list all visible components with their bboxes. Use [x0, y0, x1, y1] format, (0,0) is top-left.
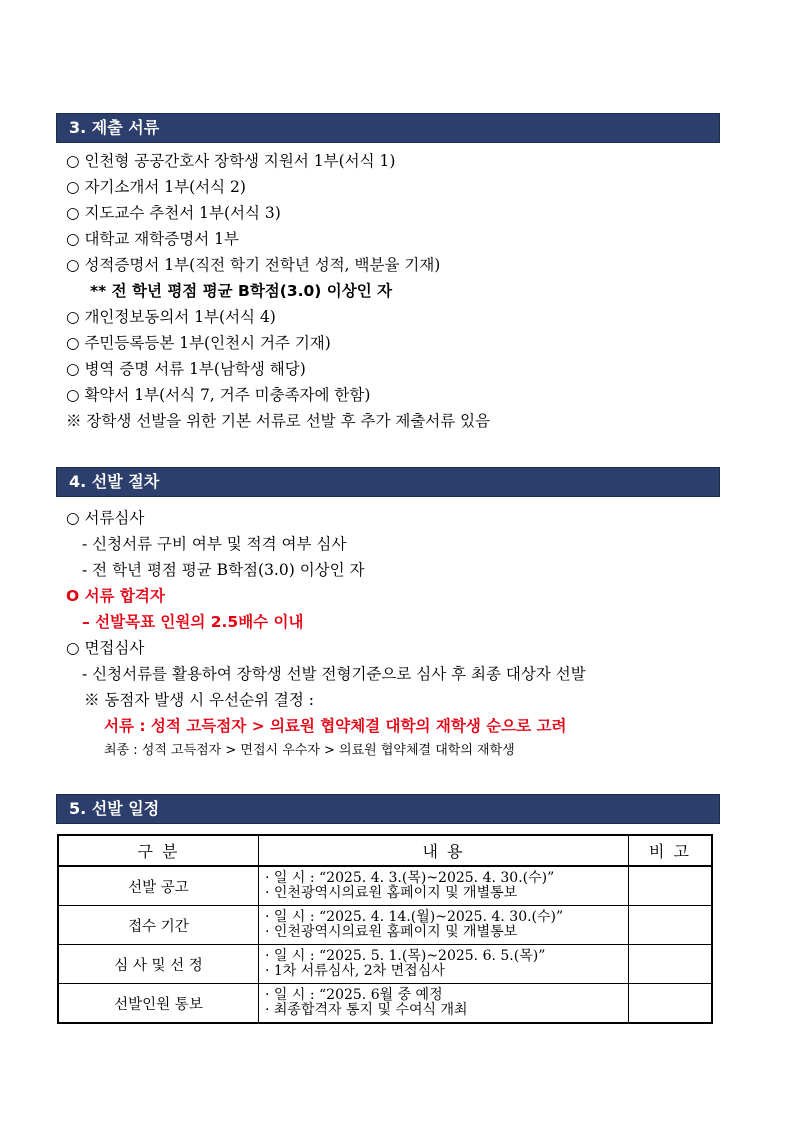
doc-remark: ※ 장학생 선발을 위한 기본 서류로 선발 후 추가 제출서류 있음: [66, 412, 491, 430]
row-content: [259, 945, 629, 984]
row-note: [629, 866, 713, 906]
row-content: [259, 906, 629, 945]
section-3-header: 3. 제출 서류: [56, 113, 720, 143]
table-row: [58, 866, 712, 906]
table-row: [58, 984, 712, 1024]
row-content: [259, 866, 629, 906]
row-line-2: · 인천광역시의료원 홈페이지 및 개별통보: [265, 885, 518, 901]
row-line-1: · 일 시 : “2025. 4. 14.(월)~2025. 4. 30.(수)”: [265, 909, 564, 925]
doc-item-7: ○ 주민등록등본 1부(인천시 거주 기재): [66, 334, 331, 352]
grade-requirement-note: ** 전 학년 평점 평균 B학점(3.0) 이상인 자: [90, 282, 393, 300]
header-content: 내 용: [259, 835, 629, 866]
row-category: 선발인원 통보: [58, 984, 259, 1024]
section-4-header: 4. 선발 절차: [56, 467, 720, 497]
header-note: 비 고: [629, 835, 713, 866]
row-line-2: · 최종합격자 통지 및 수여식 개최: [265, 1002, 468, 1018]
doc-item-2: ○ 자기소개서 1부(서식 2): [66, 178, 246, 196]
table-header-row: [58, 835, 712, 866]
doc-item-6: ○ 개인정보동의서 1부(서식 4): [66, 308, 276, 326]
interview-heading: ○ 면접심사: [66, 639, 145, 657]
doc-item-5: ○ 성적증명서 1부(직전 학기 전학년 성적, 백분율 기재): [66, 256, 441, 274]
schedule-table: [57, 834, 713, 1024]
row-line-1: · 일 시 : “2025. 5. 1.(목)~2025. 6. 5.(목)”: [265, 948, 546, 964]
doc-item-4: ○ 대학교 재학증명서 1부: [66, 230, 239, 248]
row-line-1: · 일 시 : “2025. 6월 중 예정: [265, 987, 443, 1003]
tie-break-doc: 서류 : 성적 고득점자 > 의료원 협약체결 대학의 재학생 순으로 고려: [104, 717, 567, 735]
row-line-1: · 일 시 : “2025. 4. 3.(목)~2025. 4. 30.(수)”: [265, 870, 555, 886]
doc-item-1: ○ 인천형 공공간호사 장학생 지원서 1부(서식 1): [66, 152, 396, 170]
doc-review-heading: ○ 서류심사: [66, 509, 145, 527]
tie-break-final: 최종 : 성적 고득점자 > 면접시 우수자 > 의료원 협약체결 대학의 재학생: [104, 743, 515, 758]
row-category: 심 사 및 선 정: [58, 945, 259, 984]
doc-pass-sub: – 선발목표 인원의 2.5배수 이내: [82, 613, 304, 631]
row-note: [629, 945, 713, 984]
table-row: [58, 945, 712, 984]
interview-sub: - 신청서류를 활용하여 장학생 선발 전형기준으로 심사 후 최종 대상자 선발: [82, 665, 586, 683]
tie-break-note: ※ 동점자 발생 시 우선순위 결정 :: [84, 691, 314, 709]
table-row: [58, 906, 712, 945]
doc-review-sub-1: - 신청서류 구비 여부 및 적격 여부 심사: [82, 535, 347, 553]
doc-item-3: ○ 지도교수 추천서 1부(서식 3): [66, 204, 281, 222]
header-category: 구 분: [58, 835, 259, 866]
doc-item-8: ○ 병역 증명 서류 1부(남학생 해당): [66, 360, 306, 378]
doc-pass-heading: O 서류 합격자: [66, 587, 165, 605]
row-note: [629, 984, 713, 1024]
doc-review-sub-2: - 전 학년 평점 평균 B학점(3.0) 이상인 자: [82, 561, 365, 579]
section-5-header: 5. 선발 일정: [56, 794, 720, 824]
row-line-2: · 1차 서류심사, 2차 면접심사: [265, 963, 445, 979]
row-category: 접수 기간: [58, 906, 259, 945]
row-content: [259, 984, 629, 1024]
row-note: [629, 906, 713, 945]
row-line-2: · 인천광역시의료원 홈페이지 및 개별통보: [265, 924, 518, 940]
doc-item-9: ○ 확약서 1부(서식 7, 거주 미충족자에 한함): [66, 386, 371, 404]
row-category: 선발 공고: [58, 866, 259, 906]
